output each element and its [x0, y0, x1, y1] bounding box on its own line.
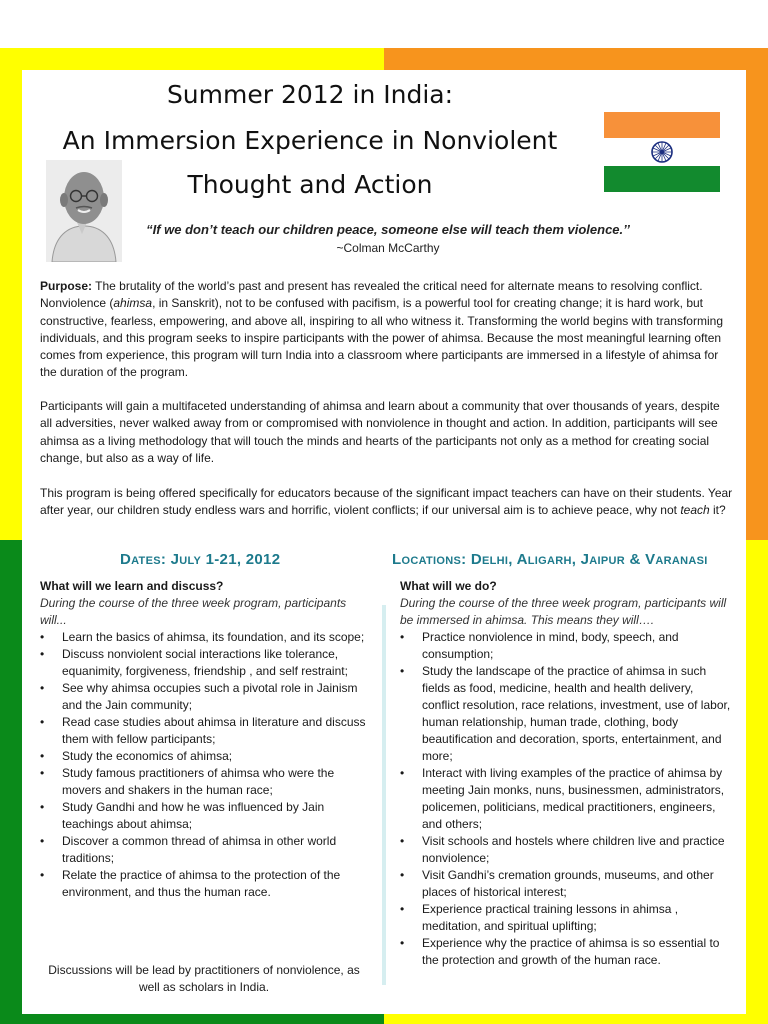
quote-author: ~Colman McCarthy [336, 241, 440, 255]
list-item: • Interact with living examples of the practice of ahimsa by meeting Jain monks, nuns, businessmen, administrators, policemen, politicians, medical practitioners, engineers, and others; [400, 765, 732, 833]
learn-list [40, 629, 368, 901]
list-item: • Experience practical training lessons in ahimsa , meditation, and spiritual uplifting; [400, 901, 732, 935]
list-item: • See why ahimsa occupies such a pivotal role in Jainism and the Jain community; [40, 680, 368, 714]
learn-closing: Discussions will be lead by practitioners of nonviolence, as well as scholars in India. [48, 963, 360, 994]
list-item: • Study the economics of ahimsa; [40, 748, 368, 765]
list-item: • Visit Gandhi’s cremation grounds, museums, and other places of historical interest; [400, 867, 732, 901]
quote-text: “If we don’t teach our children peace, someone else will teach them violence.’’ [146, 222, 630, 237]
participants-paragraph: Participants will gain a multifaceted understanding of ahimsa and learn about a community that over thousands of years, despite all adversities, never walked away from or compromised with nonviolence in thought and action. In addition, participants will see ahimsa as a living methodology that will touch the minds and hearts of the participants not only as a method for creating social change, but also as a way of life. [40, 399, 720, 465]
list-item: • Study Gandhi and how he was influenced by Jain teachings about ahimsa; [40, 799, 368, 833]
purpose-term: ahimsa [113, 296, 153, 311]
list-item: • Practice nonviolence in mind, body, speech, and consumption; [400, 629, 732, 663]
do-column [400, 578, 732, 969]
title-line-2: An Immersion Experience in Nonviolent [62, 126, 558, 155]
educators-paragraph [40, 485, 734, 520]
list-item: • Learn the basics of ahimsa, its foundation, and its scope; [40, 629, 368, 646]
do-intro: During the course of the three week program, participants will be immersed in ahimsa. This means they will…. [400, 596, 727, 627]
learn-intro: During the course of the three week program, participants will... [40, 596, 347, 627]
list-item: • Visit schools and hostels where children live and practice nonviolence; [400, 833, 732, 867]
learn-question: What will we learn and discuss? [40, 579, 224, 593]
educators-text-1: This program is being offered specifically for educators because of the significant impact teachers can have on their students. Year after year, our children study endless wars and horrific, violent conflicts; if our universal aim is to achieve peace, why not [40, 486, 733, 518]
list-item: • Discover a common thread of ahimsa in other world traditions; [40, 833, 368, 867]
do-question: What will we do? [400, 579, 497, 593]
list-item: • Study famous practitioners of ahimsa who were the movers and shakers in the human race; [40, 765, 368, 799]
dates-heading: Dates: July 1-21, 2012 [120, 551, 281, 568]
purpose-text-1: The brutality of the world’s past and present has revealed the critical need for alternate means to resolving conflict. Nonviolence ( [40, 279, 703, 311]
list-item: • Study the landscape of the practice of ahimsa in such fields as food, medicine, health and health delivery, conflict resolution, race relations, investment, use of labor, human relationship, human trade, clothing, body beautification and decoration, sports, entertainment, and more; [400, 663, 732, 765]
column-divider [382, 605, 386, 985]
gandhi-portrait-icon [46, 160, 122, 262]
list-item: • Read case studies about ahimsa in literature and discuss them with fellow participants; [40, 714, 368, 748]
title-line-3: Thought and Action [187, 170, 433, 199]
india-flag-icon [604, 112, 720, 192]
purpose-text-2: , in Sanskrit), not to be confused with pacifism, is a powerful tool for creating change; it is hard work, but constructive, fearless, empowering, and above all, inspiring to all who witness it. Transforming the world begins with transforming individuals, and this program seeks to inspire participants with the power of ahimsa. Because the most meaningful learning often comes from experience, this program will turn India into a classroom where participants are immersed in a lifestyle of ahimsa for the duration of the program. [40, 296, 723, 380]
educators-emphasis: teach [680, 503, 710, 518]
list-item: • Discuss nonviolent social interactions like tolerance, equanimity, forgiveness, friendship , and self restraint; [40, 646, 368, 680]
purpose-label: Purpose: [40, 279, 93, 293]
purpose-paragraph [40, 278, 734, 382]
list-item: • Relate the practice of ahimsa to the protection of the environment, and thus the human race. [40, 867, 368, 901]
learn-column [40, 578, 368, 901]
list-item: • Experience why the practice of ahimsa is so essential to the protection and growth of the human race. [400, 935, 732, 969]
educators-text-2: it? [709, 503, 726, 518]
do-list [400, 629, 732, 969]
title-line-1: Summer 2012 in India: [166, 80, 454, 109]
locations-heading: Locations: Delhi, Aligarh, Jaipur & Varanasi [392, 551, 708, 568]
